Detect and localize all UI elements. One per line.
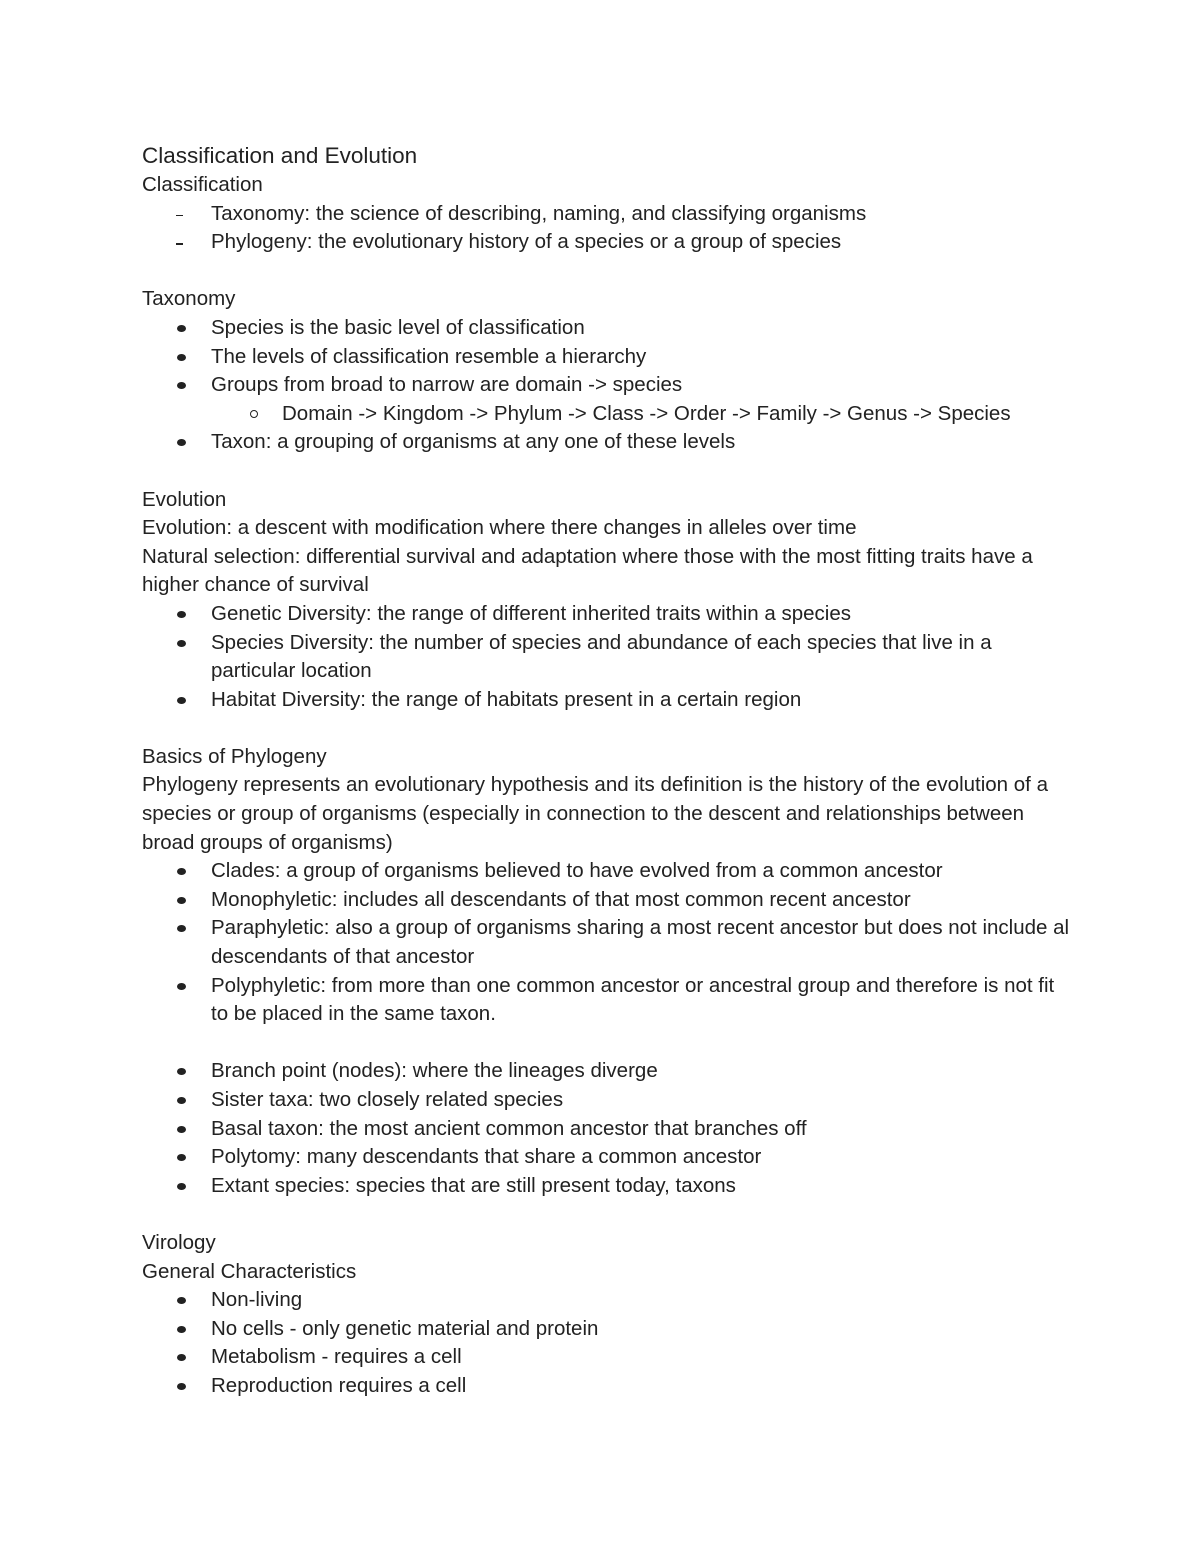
section-heading-taxonomy: Taxonomy — [142, 287, 236, 311]
section-subheading-general-characteristics: General Characteristics — [142, 1259, 357, 1283]
list-item: Polyphyletic: from more than one common ancestor or ancestral group and therefore is not fit to be placed in the same taxon. — [142, 972, 1072, 1029]
paragraph: Natural selection: differential survival and adaptation where those with the most fitting traits have a higher chance of survival — [142, 544, 1033, 597]
bullet-icon — [142, 343, 211, 372]
paragraph: Evolution: a descent with modification where there changes in alleles over time — [142, 516, 857, 540]
bullet-icon — [142, 914, 211, 943]
bullet-icon — [142, 428, 211, 457]
list-item: Phylogeny: the evolutionary history of a species or a group of species — [142, 228, 1072, 257]
bullet-icon — [142, 371, 211, 400]
spacer — [142, 1029, 1072, 1058]
list-item: Genetic Diversity: the range of different inherited traits within a species — [142, 600, 1072, 629]
list-item: Reproduction requires a cell — [142, 1372, 1072, 1401]
bullet-icon — [142, 600, 211, 629]
list-item: Habitat Diversity: the range of habitats present in a certain region — [142, 686, 1072, 715]
taxonomy-list — [142, 314, 1072, 400]
list-item: Domain -> Kingdom -> Phylum -> Class -> Order -> Family -> Genus -> Species — [142, 400, 1072, 429]
bullet-icon — [142, 629, 211, 658]
bullet-icon — [142, 1057, 211, 1086]
list-item: Groups from broad to narrow are domain -> species — [142, 371, 1072, 400]
taxonomy-list-end — [142, 428, 1072, 457]
list-item: Species Diversity: the number of species and abundance of each species that live in a particular location — [142, 629, 1072, 686]
bullet-icon — [142, 1143, 211, 1172]
taxonomy-sublist — [142, 400, 1072, 429]
section-heading-evolution: Evolution — [142, 487, 227, 511]
spacer — [142, 457, 1072, 486]
bullet-icon — [142, 314, 211, 343]
list-item: Basal taxon: the most ancient common ancestor that branches off — [142, 1115, 1072, 1144]
paragraph: Phylogeny represents an evolutionary hypothesis and its definition is the history of the evolution of a species or group of organisms (especially in connection to the descent and relationships between broad groups of organisms) — [142, 773, 1048, 854]
evolution-list — [142, 600, 1072, 714]
bullet-icon — [142, 972, 211, 1001]
bullet-icon — [142, 1086, 211, 1115]
list-item: The levels of classification resemble a hierarchy — [142, 343, 1072, 372]
list-item: Non-living — [142, 1286, 1072, 1315]
list-item: Extant species: species that are still present today, taxons — [142, 1172, 1072, 1201]
section-heading-virology: Virology — [142, 1230, 216, 1254]
spacer — [142, 257, 1072, 286]
bullet-icon — [142, 1115, 211, 1144]
dash-marker — [142, 200, 211, 229]
list-item: No cells - only genetic material and protein — [142, 1315, 1072, 1344]
phylogeny-list — [142, 857, 1072, 1029]
list-item: Taxon: a grouping of organisms at any one of these levels — [142, 428, 1072, 457]
section-heading-classification: Classification — [142, 173, 263, 196]
hollow-bullet-icon — [142, 400, 282, 429]
phylogeny-terms-list — [142, 1057, 1072, 1200]
bullet-icon — [142, 857, 211, 886]
list-item: Metabolism - requires a cell — [142, 1343, 1072, 1372]
spacer — [142, 1200, 1072, 1229]
list-item: Taxonomy: the science of describing, naming, and classifying organisms — [142, 200, 1072, 229]
section-heading-phylogeny: Basics of Phylogeny — [142, 744, 327, 768]
bullet-icon — [142, 1286, 211, 1315]
list-item: Branch point (nodes): where the lineages diverge — [142, 1057, 1072, 1086]
bullet-icon — [142, 1315, 211, 1344]
spacer — [142, 714, 1072, 743]
bullet-icon — [142, 686, 211, 715]
classification-list — [142, 200, 1072, 257]
list-item: Sister taxa: two closely related species — [142, 1086, 1072, 1115]
document-page — [142, 141, 1072, 1401]
list-item: Monophyletic: includes all descendants of that most common recent ancestor — [142, 886, 1072, 915]
bullet-icon — [142, 1343, 211, 1372]
dash-marker — [142, 228, 211, 257]
virology-list — [142, 1286, 1072, 1400]
bullet-icon — [142, 886, 211, 915]
bullet-icon — [142, 1372, 211, 1401]
list-item: Clades: a group of organisms believed to have evolved from a common ancestor — [142, 857, 1072, 886]
bullet-icon — [142, 1172, 211, 1201]
list-item: Polytomy: many descendants that share a common ancestor — [142, 1143, 1072, 1172]
document-title: Classification and Evolution — [142, 143, 418, 168]
list-item: Paraphyletic: also a group of organisms sharing a most recent ancestor but does not include al descendants of that ancestor — [142, 914, 1072, 971]
list-item: Species is the basic level of classification — [142, 314, 1072, 343]
